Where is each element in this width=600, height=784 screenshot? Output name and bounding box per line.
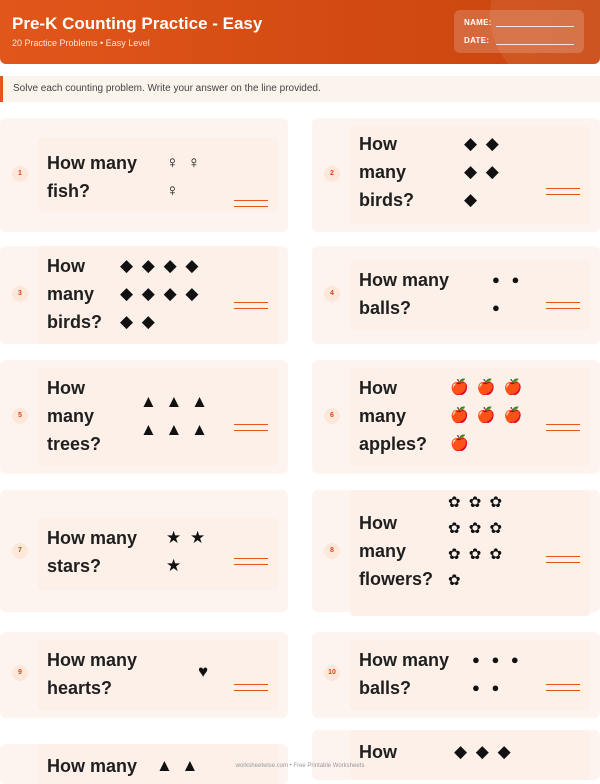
answer-line[interactable] (546, 556, 580, 563)
problem-content (38, 368, 278, 466)
problem-card (312, 246, 600, 344)
problem-number: 4 (324, 286, 340, 302)
diamond-icon: ◆ ◆ ◆ (454, 742, 513, 761)
question-text: How (359, 742, 397, 762)
answer-line[interactable] (546, 188, 580, 195)
answer-line[interactable] (546, 424, 580, 431)
problem-number: 3 (12, 286, 28, 302)
problem-card (0, 360, 288, 474)
dot-icon: ● ● ● ● ● (472, 652, 523, 695)
worksheet-title: Pre-K Counting Practice - Easy (12, 14, 263, 33)
problem-content (350, 260, 590, 330)
question-text: How many birds? (47, 256, 103, 332)
problem-content (38, 138, 278, 212)
answer-line[interactable] (234, 200, 268, 207)
answer-line[interactable] (234, 424, 268, 431)
problem-content (38, 518, 278, 590)
question-text: How many stars? (47, 528, 138, 576)
question-text: How many fish? (47, 153, 138, 201)
problem-number: 8 (324, 543, 340, 559)
date-label: DATE: (464, 36, 490, 45)
question-text: How many trees? (47, 378, 102, 454)
problem-number: 9 (12, 665, 28, 681)
name-label: NAME: (464, 18, 492, 27)
problem-number: 5 (12, 408, 28, 424)
star-icon: ★ ★ ★ (166, 528, 208, 575)
triangle-icon: ▲ ▲ ▲ ▲ ▲ ▲ (140, 392, 210, 439)
answer-line[interactable] (546, 302, 580, 309)
answer-line[interactable] (234, 684, 268, 691)
question-text: How many (47, 756, 138, 776)
dot-icon: ● ● ● (492, 272, 524, 315)
footer-text: worksheetwise.com • Free Printable Worksheets (235, 763, 365, 769)
instructions-text: Solve each counting problem. Write your answer on the line provided. (13, 83, 321, 94)
problem-card (0, 490, 288, 612)
answer-line[interactable] (234, 558, 268, 565)
problem-content (38, 640, 278, 710)
question-text: How many balls? (359, 650, 450, 698)
flower-icon: ✿ ✿ ✿ ✿ ✿ ✿ ✿ ✿ ✿ ✿ (448, 494, 505, 589)
female-sign-icon: ♀ ♀ ♀ (166, 153, 203, 200)
problem-content (350, 490, 590, 616)
heart-icon: ♥ (198, 662, 211, 681)
problem-card (312, 118, 600, 232)
problem-card (312, 730, 600, 780)
diamond-icon: ◆ ◆ ◆ ◆ ◆ (464, 134, 501, 209)
worksheet-header (0, 0, 600, 64)
worksheet-subtitle: 20 Practice Problems • Easy Level (12, 38, 150, 48)
instructions-bar (0, 76, 600, 102)
problem-number: 2 (324, 166, 340, 182)
problem-card (312, 490, 600, 612)
problem-content (350, 368, 590, 466)
problem-card (0, 632, 288, 718)
problem-content (350, 730, 590, 780)
problem-card (312, 360, 600, 474)
diamond-icon: ◆ ◆ ◆ ◆ ◆ ◆ ◆ ◆ ◆ ◆ (120, 256, 201, 331)
date-line[interactable] (496, 44, 574, 45)
question-text: How many balls? (359, 270, 450, 318)
answer-line[interactable] (234, 302, 268, 309)
question-text: How many birds? (359, 134, 415, 210)
name-date-box (454, 10, 584, 53)
problem-content (350, 640, 590, 710)
problem-content (350, 126, 590, 224)
question-text: How many apples? (359, 378, 428, 454)
problem-content (38, 246, 278, 344)
problem-card (312, 632, 600, 718)
answer-line[interactable] (546, 684, 580, 691)
problem-number: 6 (324, 408, 340, 424)
apple-icon: 🍎 🍎 🍎 🍎 🍎 🍎 🍎 (450, 379, 525, 452)
question-text: How many hearts? (47, 650, 138, 698)
problem-number: 10 (324, 665, 340, 681)
question-text: How many flowers? (359, 513, 434, 589)
problem-number: 7 (12, 543, 28, 559)
triangle-icon: ▲ ▲ (156, 756, 201, 775)
problem-card (0, 246, 288, 344)
problem-number: 1 (12, 166, 28, 182)
name-line[interactable] (496, 26, 574, 27)
problem-card (0, 118, 288, 232)
